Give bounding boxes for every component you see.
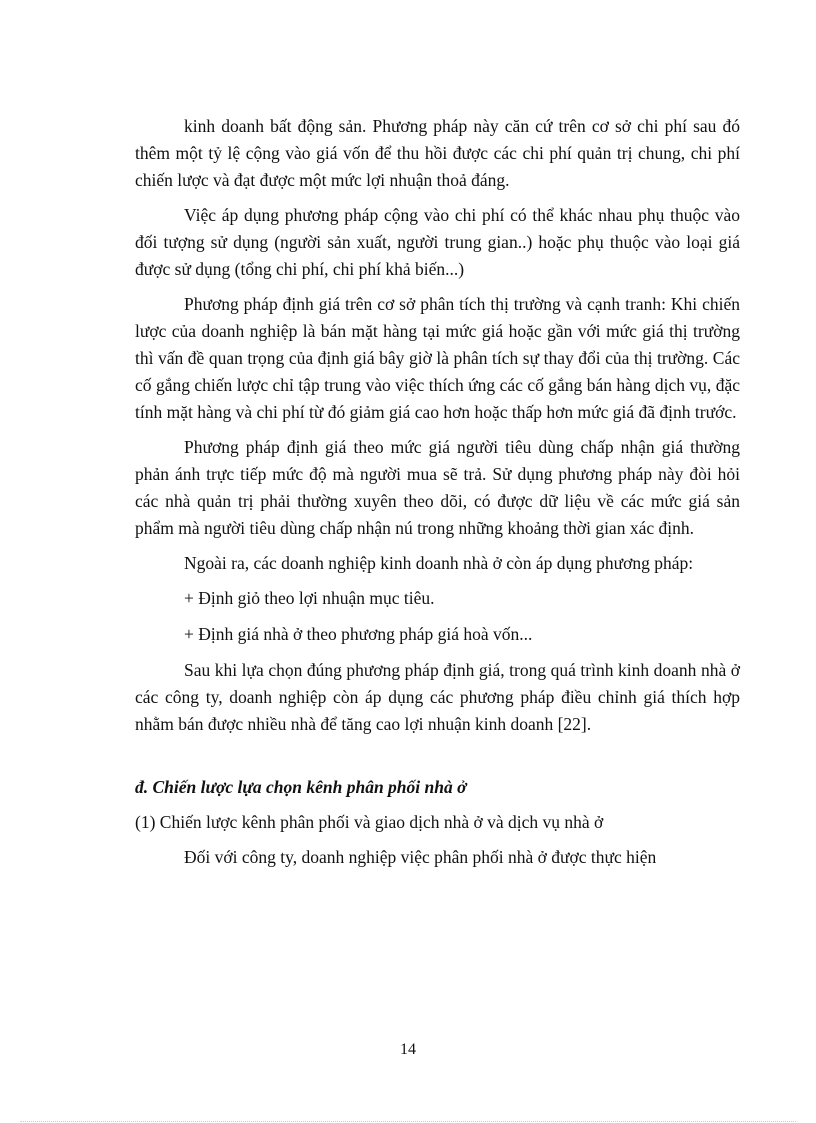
closing-paragraph: Sau khi lựa chọn đúng phương pháp định giá, trong quá trình kinh doanh nhà ở các công ty, doanh nghiệp còn áp dụng các phương pháp điều chỉnh giá thích hợp nhằm bán được nhiều nhà để tăng cao lợi nhuận kinh doanh [22]. [135, 660, 740, 734]
paragraph-4: Phương pháp định giá theo mức giá người tiêu dùng chấp nhận giá thường phản ánh trực tiếp mức độ mà người mua sẽ trả. Sử dụng phương pháp này đòi hỏi các nhà quản trị phải thường xuyên theo dõi, có được dữ liệu về các mức giá sản phẩm mà người tiêu dùng chấp nhận nú trong những khoảng thời gian xác định. [135, 437, 740, 538]
paragraph-3: Phương pháp định giá trên cơ sở phân tích thị trường và cạnh tranh: Khi chiến lược của doanh nghiệp là bán mặt hàng tại mức giá hoặc gần với mức giá thị trường thì vấn đề quan trọng của định giá bây giờ là phân tích sự thay đổi của thị trường. Các cố gắng chiến lược chỉ tập trung vào việc thích ứng các cố gắng bán hàng dịch vụ, đặc tính mặt hàng và chi phí từ đó giảm giá cao hơn hoặc thấp hơn mức giá đã định trước. [135, 294, 740, 422]
page-bottom-divider [20, 1121, 796, 1122]
paragraph-5: Ngoài ra, các doanh nghiệp kinh doanh nhà ở còn áp dụng phương pháp: [184, 553, 694, 573]
paragraph-1: kinh doanh bất động sản. Phương pháp này căn cứ trên cơ sở chi phí sau đó thêm một tỷ lệ cộng vào giá vốn để thu hồi được các chi phí quản trị chung, chi phí chiến lược và đạt được một mức lợi nhuận thoả đáng. [135, 116, 740, 190]
page-body [135, 113, 740, 879]
paragraph-2: Việc áp dụng phương pháp cộng vào chi phí có thể khác nhau phụ thuộc vào đối tượng sử dụng (người sản xuất, người trung gian..) hoặc phụ thuộc vào loại giá được sử dụng (tổng chi phí, chi phí khả biến...) [135, 205, 740, 279]
section-heading: đ. Chiến lược lựa chọn kênh phân phối nhà ở [135, 777, 467, 797]
bullet-item-2: + Định giá nhà ở theo phương pháp giá hoà vốn... [184, 624, 533, 644]
final-paragraph: Đối với công ty, doanh nghiệp việc phân phối nhà ở được thực hiện [184, 847, 657, 867]
page-number: 14 [400, 1041, 416, 1058]
subsection-line: (1) Chiến lược kênh phân phối và giao dịch nhà ở và dịch vụ nhà ở [135, 812, 604, 832]
bullet-item-1: + Định giỏ theo lợi nhuận mục tiêu. [184, 588, 435, 608]
